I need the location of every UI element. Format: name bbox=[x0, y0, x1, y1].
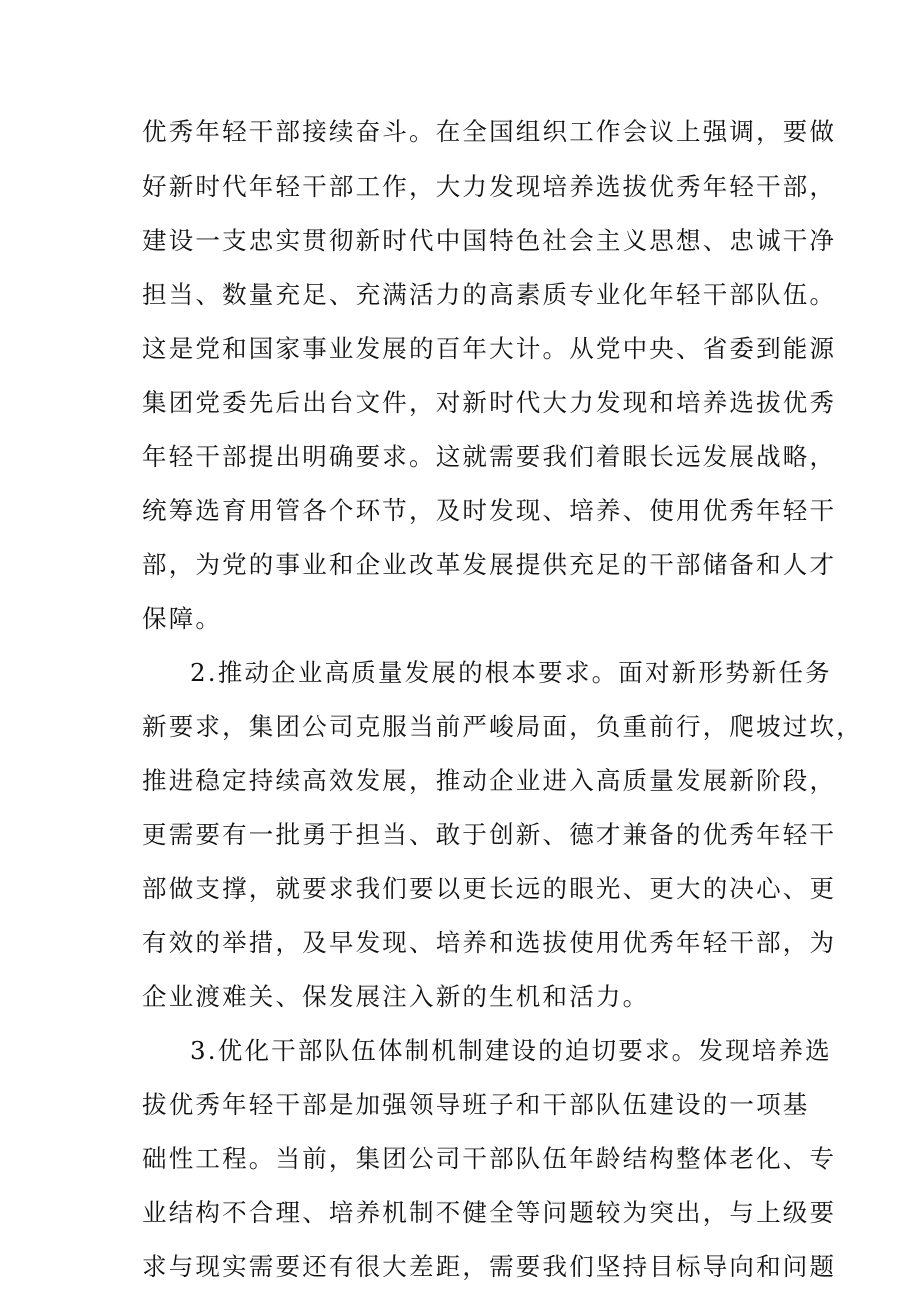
text-line: 新要求，集团公司克服当前严峻局面，负重前行，爬坡过坎， bbox=[142, 712, 863, 741]
text-line: 担当、数量充足、充满活力的高素质专业化年轻干部队伍。 bbox=[142, 280, 837, 309]
text-line: 这是党和国家事业发展的百年大计。从党中央、省委到能源 bbox=[142, 334, 837, 363]
text-line: 础性工程。当前，集团公司干部队伍年龄结构整体老化、专 bbox=[142, 1144, 837, 1173]
text-line: 部做支撑，就要求我们要以更长远的眼光、更大的决心、更 bbox=[142, 874, 837, 903]
text-line: 企业渡难关、保发展注入新的生机和活力。 bbox=[142, 982, 650, 1011]
text-line: 求与现实需要还有很大差距，需要我们坚持目标导向和问题 bbox=[142, 1252, 837, 1281]
text-line: 更需要有一批勇于担当、敢于创新、德才兼备的优秀年轻干 bbox=[142, 820, 837, 849]
text-line: 统筹选育用管各个环节，及时发现、培养、使用优秀年轻干 bbox=[142, 496, 837, 525]
paragraph-3-heading-line: 3.优化干部队伍体制机制建设的迫切要求。发现培养选 bbox=[190, 1036, 832, 1065]
text-line: 好新时代年轻干部工作，大力发现培养选拔优秀年轻干部， bbox=[142, 172, 837, 201]
text-line: 优秀年轻干部接续奋斗。在全国组织工作会议上强调，要做 bbox=[142, 117, 837, 146]
paragraph-2-heading-line: 2.推动企业高质量发展的根本要求。面对新形势新任务 bbox=[190, 658, 832, 687]
text-line: 拔优秀年轻干部是加强领导班子和干部队伍建设的一项基 bbox=[142, 1090, 810, 1119]
text-line: 有效的举措，及早发现、培养和选拔使用优秀年轻干部，为 bbox=[142, 928, 837, 957]
text-line: 业结构不合理、培养机制不健全等问题较为突出，与上级要 bbox=[142, 1198, 837, 1227]
text-line: 部，为党的事业和企业改革发展提供充足的干部储备和人才 bbox=[142, 550, 837, 579]
text-line: 年轻干部提出明确要求。这就需要我们着眼长远发展战略， bbox=[142, 442, 837, 471]
text-line: 保障。 bbox=[142, 604, 223, 633]
text-line: 推进稳定持续高效发展，推动企业进入高质量发展新阶段， bbox=[142, 766, 837, 795]
text-line: 建设一支忠实贯彻新时代中国特色社会主义思想、忠诚干净 bbox=[142, 226, 837, 255]
text-line: 集团党委先后出台文件，对新时代大力发现和培养选拔优秀 bbox=[142, 388, 837, 417]
